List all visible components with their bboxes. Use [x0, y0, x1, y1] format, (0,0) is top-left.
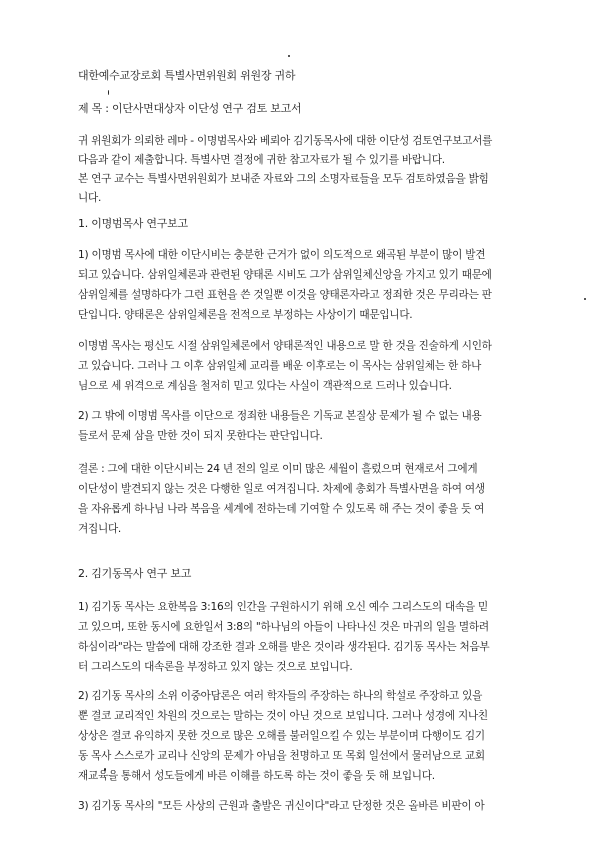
section1-text: 님으로 세 위격으로 계심을 철저히 믿고 있다는 사실이 객관적으로 드러나 있습니다. [78, 380, 452, 392]
section2-text: 재교육을 통해서 성도들에게 바른 이해를 하도록 하는 것이 좋을 듯 해 보입니다. [78, 770, 435, 782]
section1-text: 이명범 목사는 평신도 시절 삼위일체론에서 양태론적인 내용으로 말 한 것을 진술하게 시인하 [78, 340, 492, 352]
scan-speck [584, 298, 586, 300]
section2-text: 3) 김기동 목사의 "모든 사상의 근원과 출발은 귀신이다"라고 단정한 것은 올바른 비판이 아 [78, 800, 485, 812]
section2-text: 뿐 결코 교리적인 차원의 것으로는 말하는 것이 아닌 것으로 보입니다. 그러나 성경에 지나친 [78, 710, 488, 722]
section1-text: 단입니다. 양태론은 삼위일체론을 전적으로 부정하는 사상이기 때문입니다. [78, 309, 413, 321]
section2-title: 2. 김기동목사 연구 보고 [78, 567, 192, 580]
intro-line: 본 연구 교수는 특별사면위원회가 보내준 자료와 그의 소명자료들을 모두 검토하였음을 밝힘 [78, 173, 489, 185]
section1-text: 1) 이명범 목사에 대한 이단시비는 충분한 근거가 없이 의도적으로 왜곡된 부분이 많이 발견 [78, 249, 486, 261]
intro-line: 니다. [78, 192, 102, 204]
scan-speck [108, 90, 109, 95]
conclusion-text: 결론 : 그에 대한 이단시비는 24 년 전의 일로 이미 많은 세월이 흘렀으며 현재로서 그에게 [78, 463, 478, 475]
section1-text: 삼위일체를 설명하다가 그런 표현을 쓴 것일뿐 이것을 양태론자라고 정죄한 것은 무리라는 판 [78, 289, 492, 301]
section2-text: 2) 김기동 목사의 소위 이중아담론은 여러 학자들의 주장하는 하나의 학설로 주장하고 있을 [78, 690, 483, 702]
conclusion-text: 이단성이 발견되지 않는 것은 다행한 일로 여겨집니다. 차제에 총회가 특별사면을 하여 여생 [78, 483, 485, 495]
section1-title: 1. 이명범목사 연구보고 [78, 217, 188, 230]
subject-line: 제 목 : 이단사면대상자 이단성 연구 검토 보고서 [78, 102, 302, 115]
conclusion-text: 을 자유롭게 하나님 나라 복음을 세계에 전하는데 기여할 수 있도록 해 주는 것이 좋을 듯 여 [78, 503, 485, 515]
intro-line: 귀 위원회가 의뢰한 레마 - 이명범목사와 베뢰아 김기동목사에 대한 이단성 검토연구보고서를 [78, 135, 493, 147]
section2-text: 동 목사 스스로가 교리나 신앙의 문제가 아님을 천명하고 또 목회 일선에서 물러남으로 교회 [78, 750, 485, 762]
conclusion-text: 겨집니다. [78, 523, 122, 535]
scan-speck [288, 55, 290, 57]
intro-line: 다음과 같이 제출합니다. 특별사면 결정에 귀한 참고자료가 될 수 있기를 바랍니다. [78, 154, 445, 166]
recipient-line: 대한예수교장로회 특별사면위원회 위원장 귀하 [78, 69, 296, 82]
section2-text: 하심이라"라는 말씀에 대해 강조한 결과 오해를 받은 것이라 생각된다. 김기동 목사는 처음부 [78, 641, 490, 653]
section1-text: 2) 그 밖에 이명범 목사를 이단으로 정죄한 내용들은 기독교 본질상 문제가 될 수 없는 내용 [78, 410, 482, 422]
section2-text: 상상은 결코 유익하지 못한 것으로 많은 오해를 불러일으킬 수 있는 부분이며 다행이도 김기 [78, 730, 485, 742]
section2-text: 터 그리스도의 대속론을 부정하고 있지 않는 것으로 보입니다. [78, 661, 353, 673]
section1-text: 들로서 문제 삼을 만한 것이 되지 못한다는 판단입니다. [78, 430, 323, 442]
section1-text: 고 있습니다. 그러나 그 이후 삼위일체 교리를 배운 이후로는 이 목사는 삼위일체는 한 하나 [78, 360, 482, 372]
section1-text: 되고 있습니다. 삼위일체론과 관련된 양태론 시비도 그가 삼위일체신앙을 가지고 있기 때문에 [78, 269, 492, 281]
section2-text: 1) 김기동 목사는 요한복음 3:16의 인간을 구원하시기 위해 오신 예수 그리스도의 대속을 믿 [78, 601, 489, 613]
section2-text: 고 있으며, 또한 동시에 요한일서 3:8의 "하나님의 아들이 나타나신 것은 마귀의 일을 멸하려 [78, 621, 489, 633]
